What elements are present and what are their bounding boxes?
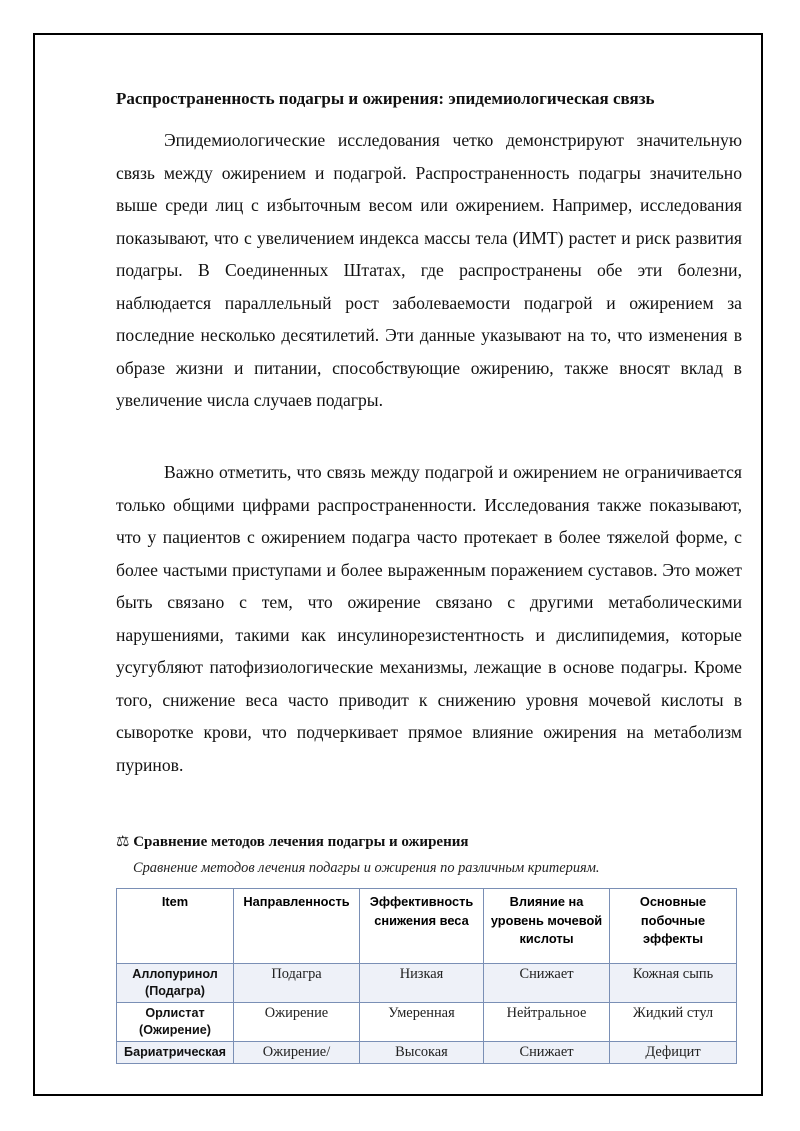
table-header-row	[117, 889, 737, 964]
header-direction: Направленность	[234, 889, 360, 964]
table-cell: Снижает	[484, 1042, 610, 1064]
table-cell: Бариатрическая	[117, 1042, 234, 1064]
table-cell: Ожирение/	[234, 1042, 360, 1064]
comparison-table	[116, 888, 737, 1064]
table-cell: Высокая	[360, 1042, 484, 1064]
table-cell: Жидкий стул	[610, 1003, 737, 1042]
table-cell: Подагра	[234, 964, 360, 1003]
header-side-effects: Основные побочные эффекты	[610, 889, 737, 964]
table-cell: Кожная сыпь	[610, 964, 737, 1003]
table-caption: Сравнение методов лечения подагры и ожирения по различным критериям.	[133, 860, 600, 876]
table-cell: Нейтральное	[484, 1003, 610, 1042]
paragraph-1: Эпидемиологические исследования четко демонстрируют значительную связь между ожирением и подагрой. Распространенность подагры значительно выше среди лиц с избыточным весом или ожирением. Например, исследования показывают, что с увеличением индекса массы тела (ИМТ) растет и риск развития подагры. В Соединенных Штатах, где распространены обе эти болезни, наблюдается параллельный рост заболеваемости подагрой и ожирением за последние несколько десятилетий. Эти данные указывают на то, что изменения в образе жизни и питании, способствующие ожирению, также вносят вклад в увеличение числа случаев подагры.	[116, 130, 742, 410]
table-row	[117, 964, 737, 1003]
table-cell: Ожирение	[234, 1003, 360, 1042]
table-row	[117, 1042, 737, 1064]
table-cell: Низкая	[360, 964, 484, 1003]
header-uric-acid-effect: Влияние на уровень мочевой кислоты	[484, 889, 610, 964]
table-cell: Снижает	[484, 964, 610, 1003]
table-cell: Умеренная	[360, 1003, 484, 1042]
header-item: Item	[117, 889, 234, 964]
table-cell: Орлистат (Ожирение)	[117, 1003, 234, 1042]
table-title-text: Сравнение методов лечения подагры и ожирения	[133, 834, 469, 850]
table-cell: Дефицит	[610, 1042, 737, 1064]
scale-icon: ⚖	[116, 834, 130, 850]
header-weight-effectiveness: Эффективность снижения веса	[360, 889, 484, 964]
table-row	[117, 1003, 737, 1042]
paragraph-2: Важно отметить, что связь между подагрой и ожирением не ограничивается только общими цифрами распространенности. Исследования также показывают, что у пациентов с ожирением подагра часто протекает в более тяжелой форме, с более частыми приступами и более выраженным поражением суставов. Это может быть связано с тем, что ожирение связано с другими метаболическими нарушениями, такими как инсулинорезистентность и дислипидемия, которые усугубляют патофизиологические механизмы, лежащие в основе подагры. Кроме того, снижение веса часто приводит к снижению уровня мочевой кислоты в сыворотке крови, что подчеркивает прямое влияние ожирения на метаболизм пуринов.	[116, 462, 742, 775]
section-heading: Распространенность подагры и ожирения: эпидемиологическая связь	[116, 89, 655, 108]
table-cell: Аллопуринол (Подагра)	[117, 964, 234, 1003]
table-title	[116, 831, 742, 853]
